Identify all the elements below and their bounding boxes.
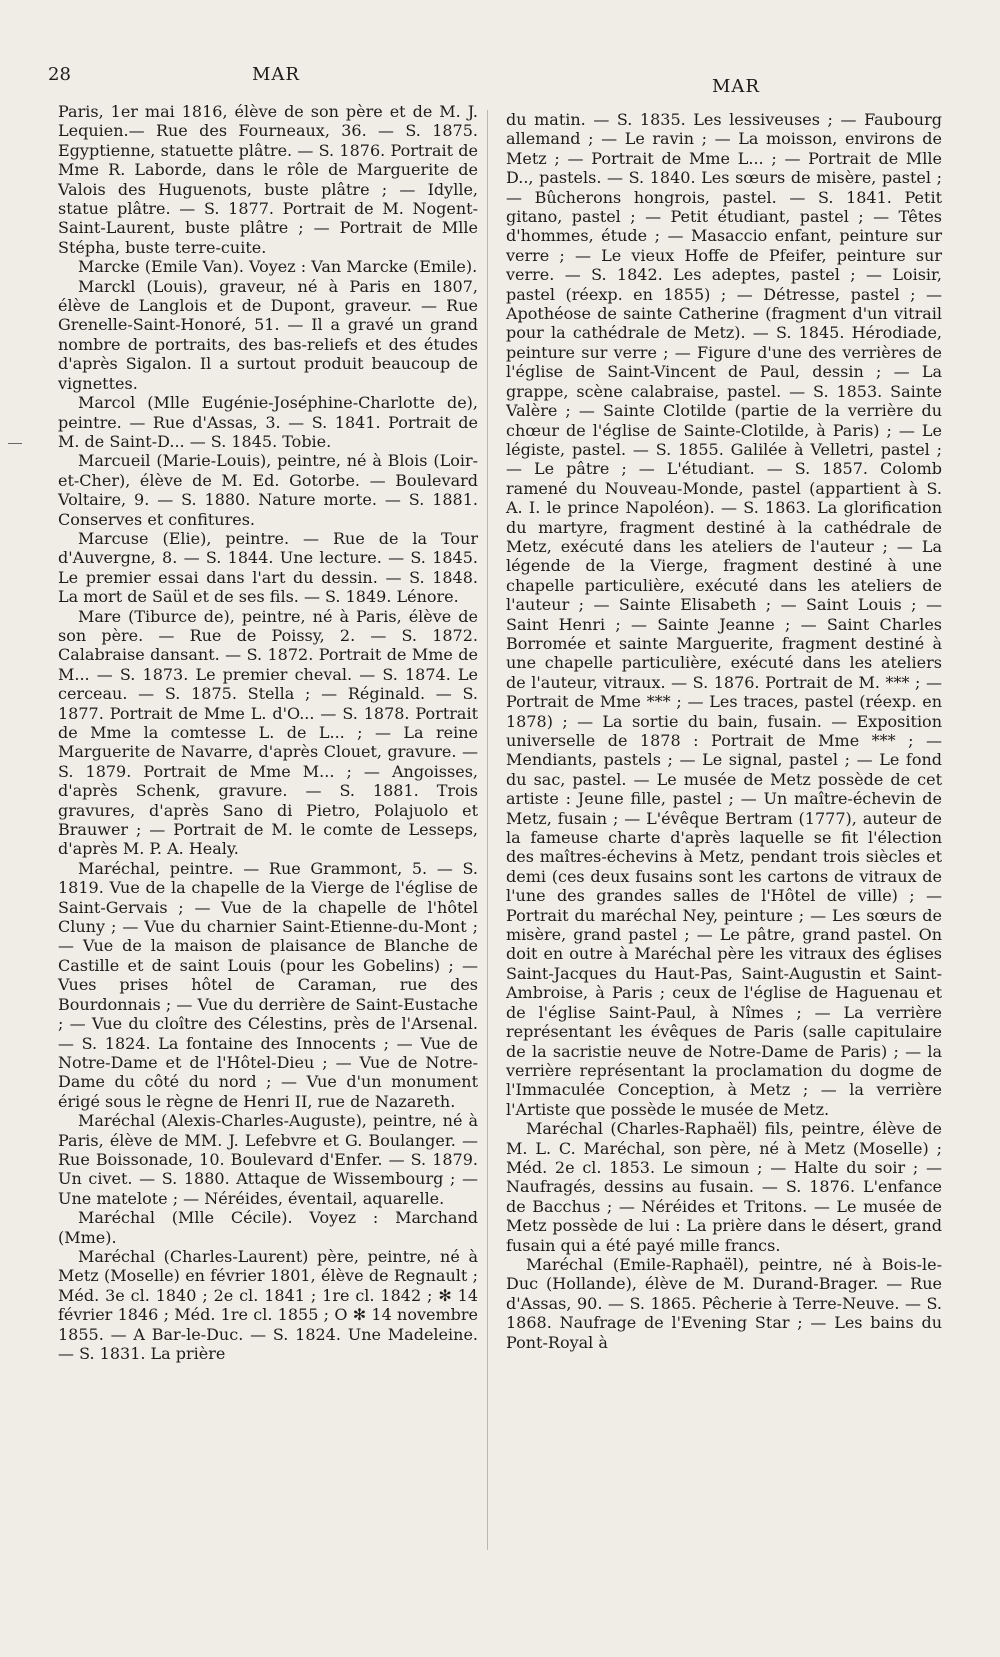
entry-marcke: Marcke (Emile Van). Voyez : Van Marcke (Emile). [78, 257, 478, 277]
entry-marcueil: Marcueil (Marie-Louis), peintre, né à Blois (Loir-et-Cher), élève de M. Ed. Gotorbe. — Boulevard Voltaire, 9. — S. 1880. Nature morte. — S. 1881. Conserves et confitures. [58, 451, 478, 529]
entry-continuation-right: du matin. — S. 1835. Les lessiveuses ; — Faubourg allemand ; — Le ravin ; — La moisson, environs de Metz ; — Portrait de Mme L... ; — Portrait de Mlle D.., pastels. — S. 1840. Les sœurs de misère, pastel ; — Bûcherons hongrois, pastel. — S. 1841. Petit gitano, pastel ; — Petit étudiant, pastel ; — Têtes d'hommes, étude ; — Masaccio enfant, peinture sur verre ; — Le vieux Hoffe de Pfeifer, peinture sur verre. — S. 1842. Les adeptes, pastel ; — Loisir, pastel (réexp. en 1855) ; — Détresse, pastel ; — Apothéose de sainte Catherine (fragment d'un vitrail pour la cathédrale de Metz). — S. 1845. Hérodiade, peinture sur verre ; — Figure d'une des verrières de l'église de Saint-Vincent de Paul, dessin ; — La grappe, scène calabraise, pastel. — S. 1853. Sainte Valère ; — Sainte Clotilde (partie de la verrière du chœur de l'église de Sainte-Clotilde, à Paris) ; — Le légiste, pastel. — S. 1855. Galilée à Velletri, pastel ; — Le pâtre ; — L'étudiant. — S. 1857. Colomb ramené du Nouveau-Monde, pastel (appartient à S. A. I. le prince Napoléon). — S. 1863. La glorification du martyre, fragment destiné à la cathédrale de Metz, exécuté dans les ateliers de l'auteur ; — La légende de la Vierge, fragment destiné à une chapelle particulière, exécuté dans les ateliers de l'auteur ; — Sainte Elisabeth ; — Saint Louis ; — Saint Henri ; — Sainte Jeanne ; — Saint Charles Borromée et sainte Marguerite, fragment destiné à une chapelle particulière, exécuté dans les ateliers de l'auteur, vitraux. — S. 1876. Portrait de M. *** ; — Portrait de Mme *** ; — Les traces, pastel (réexp. en 1878) ; — La sortie du bain, fusain. — Exposition universelle de 1878 : Portrait de Mme *** ; — Mendiants, pastels ; — Le signal, pastel ; — Le fond du sac, pastel. — Le musée de Metz possède de cet artiste : Jeune fille, pastel ; — Un maître-échevin de Metz, fusain ; — L'évêque Bertram (1777), auteur de la fameuse charte d'après laquelle se fit l'élection des maîtres-échevins à Metz, pendant trois siècles et demi (ces deux fusains sont les cartons de vitraux de l'une des grandes salles de l'Hôtel de ville) ; — Portrait du maréchal Ney, peinture ; — Les sœurs de misère, grand pastel ; — Le pâtre, grand pastel. On doit en outre à Maréchal père les vitraux des églises Saint-Jacques du Haut-Pas, Saint-Augustin et Saint-Ambroise, à Paris ; ceux de l'église de Haguenau et de l'église Saint-Paul, à Nîmes ; — La verrière représentant les évêques de Paris (salle capitulaire de la sacristie neuve de Notre-Dame de Paris) ; — la verrière représentant la proclamation du dogme de l'Immaculée Conception, à Metz ; — la verrière l'Artiste que possède le musée de Metz. [506, 110, 942, 1119]
entry-marcuse: Marcuse (Elie), peintre. — Rue de la Tour d'Auvergne, 8. — S. 1844. Une lecture. — S. 1845. Le premier essai dans l'art du dessin. — S. 1848. La mort de Saül et de ses fils. — S. 1849. Lénore. [58, 528, 478, 607]
right-column [506, 110, 942, 1352]
entry-marckl: Marckl (Louis), graveur, né à Paris en 1807, élève de Langlois et de Dupont, graveur. — Rue Grenelle-Saint-Honoré, 51. — Il a gravé un grand nombre de portraits, des bas-reliefs et des études d'après Sigalon. Il a surtout produit beaucoup de vignettes. [58, 276, 478, 393]
margin-mark [8, 443, 22, 444]
entry-marechal-charles-raphael: Maréchal (Charles-Raphaël) fils, peintre, élève de M. L. C. Maréchal, son père, né à Metz (Moselle) ; Méd. 2e cl. 1853. Le simoun ; — Halte du soir ; — Naufragés, dessins au fusain. — S. 1876. L'enfance de Bacchus ; — Néréides et Tritons. — Le musée de Metz possède de lui : La prière dans le désert, grand fusain qui a été payé mille francs. [506, 1119, 942, 1255]
entry-marechal-alexis: Maréchal (Alexis-Charles-Auguste), peintre, né à Paris, élève de MM. J. Lefebvre et G. Boulanger. — Rue Boissonade, 10. Boulevard d'Enfer. — S. 1879. Un civet. — S. 1880. Attaque de Wissembourg ; — Une matelote ; — Néréides, éventail, aquarelle. [58, 1111, 478, 1208]
entry-marechal-emile-raphael: Maréchal (Emile-Raphaël), peintre, né à Bois-le-Duc (Hollande), élève de M. Durand-Brager. — Rue d'Assas, 90. — S. 1865. Pêcherie à Terre-Neuve. — S. 1868. Naufrage de l'Evening Star ; — Les bains du Pont-Royal à [506, 1254, 942, 1352]
page-header [0, 64, 1000, 100]
running-head-right: MAR [712, 76, 760, 97]
column-divider [487, 110, 488, 1550]
entry-marechal-charles-laurent: Maréchal (Charles-Laurent) père, peintre, né à Metz (Moselle) en février 1801, élève de Regnault ; Méd. 3e cl. 1840 ; 2e cl. 1841 ; 1re cl. 1842 ; ✻ 14 février 1846 ; Méd. 1re cl. 1855 ; O ✻ 14 novembre 1855. — A Bar-le-Duc. — S. 1824. Une Madeleine. — S. 1831. La prière [58, 1246, 478, 1363]
page-number: 28 [48, 64, 71, 85]
entry-continuation: Paris, 1er mai 1816, élève de son père et de M. J. Lequien.— Rue des Fourneaux, 36. — S. 1875. Egyptienne, statuette plâtre. — S. 1876. Portrait de Mme R. Laborde, dans le rôle de Marguerite de Valois des Huguenots, buste plâtre ; — Idylle, statue plâtre. — S. 1877. Portrait de M. Nogent-Saint-Laurent, buste plâtre ; — Portrait de Mlle Stépha, buste terre-cuite. [58, 102, 478, 257]
running-head-left: MAR [252, 64, 300, 85]
entry-marechal-cecile: Maréchal (Mlle Cécile). Voyez : Marchand (Mme). [58, 1208, 478, 1247]
entry-marcol: Marcol (Mlle Eugénie-Joséphine-Charlotte de), peintre. — Rue d'Assas, 3. — S. 1841. Portrait de M. de Saint-D... — S. 1845. Tobie. [58, 393, 478, 451]
entry-marechal: Maréchal, peintre. — Rue Grammont, 5. — S. 1819. Vue de la chapelle de la Vierge de l'église de Saint-Gervais ; — Vue de la chapelle de l'hôtel Cluny ; — Vue du charnier Saint-Etienne-du-Mont ; — Vue de la maison de plaisance de Blanche de Castille et de saint Louis (pour les Gobelins) ; — Vues prises hôtel de Caraman, rue des Bourdonnais ; — Vue du derrière de Saint-Eustache ; — Vue du cloître des Célestins, près de l'Arsenal. — S. 1824. La fontaine des Innocents ; — Vue de Notre-Dame et de l'Hôtel-Dieu ; — Vue de Notre-Dame du côté du nord ; — Vue d'un monument érigé sous le règne de Henri II, rue de Nazareth. [58, 858, 478, 1111]
left-column [58, 102, 478, 1363]
entry-mare: Mare (Tiburce de), peintre, né à Paris, élève de son père. — Rue de Poissy, 2. — S. 1872. Calabraise dansant. — S. 1872. Portrait de Mme de M... — S. 1873. Le premier cheval. — S. 1874. Le cerceau. — S. 1875. Stella ; — Réginald. — S. 1877. Portrait de Mme L. d'O... — S. 1878. Portrait de Mme la comtesse L. de L... ; — La reine Marguerite de Navarre, d'après Clouet, gravure. — S. 1879. Portrait de Mme M... ; — Angoisses, d'après Schenk, gravure. — S. 1881. Trois gravures, d'après Sano di Pietro, Polajuolo et Brauwer ; — Portrait de M. le comte de Lesseps, d'après M. P. A. Healy. [58, 606, 478, 859]
